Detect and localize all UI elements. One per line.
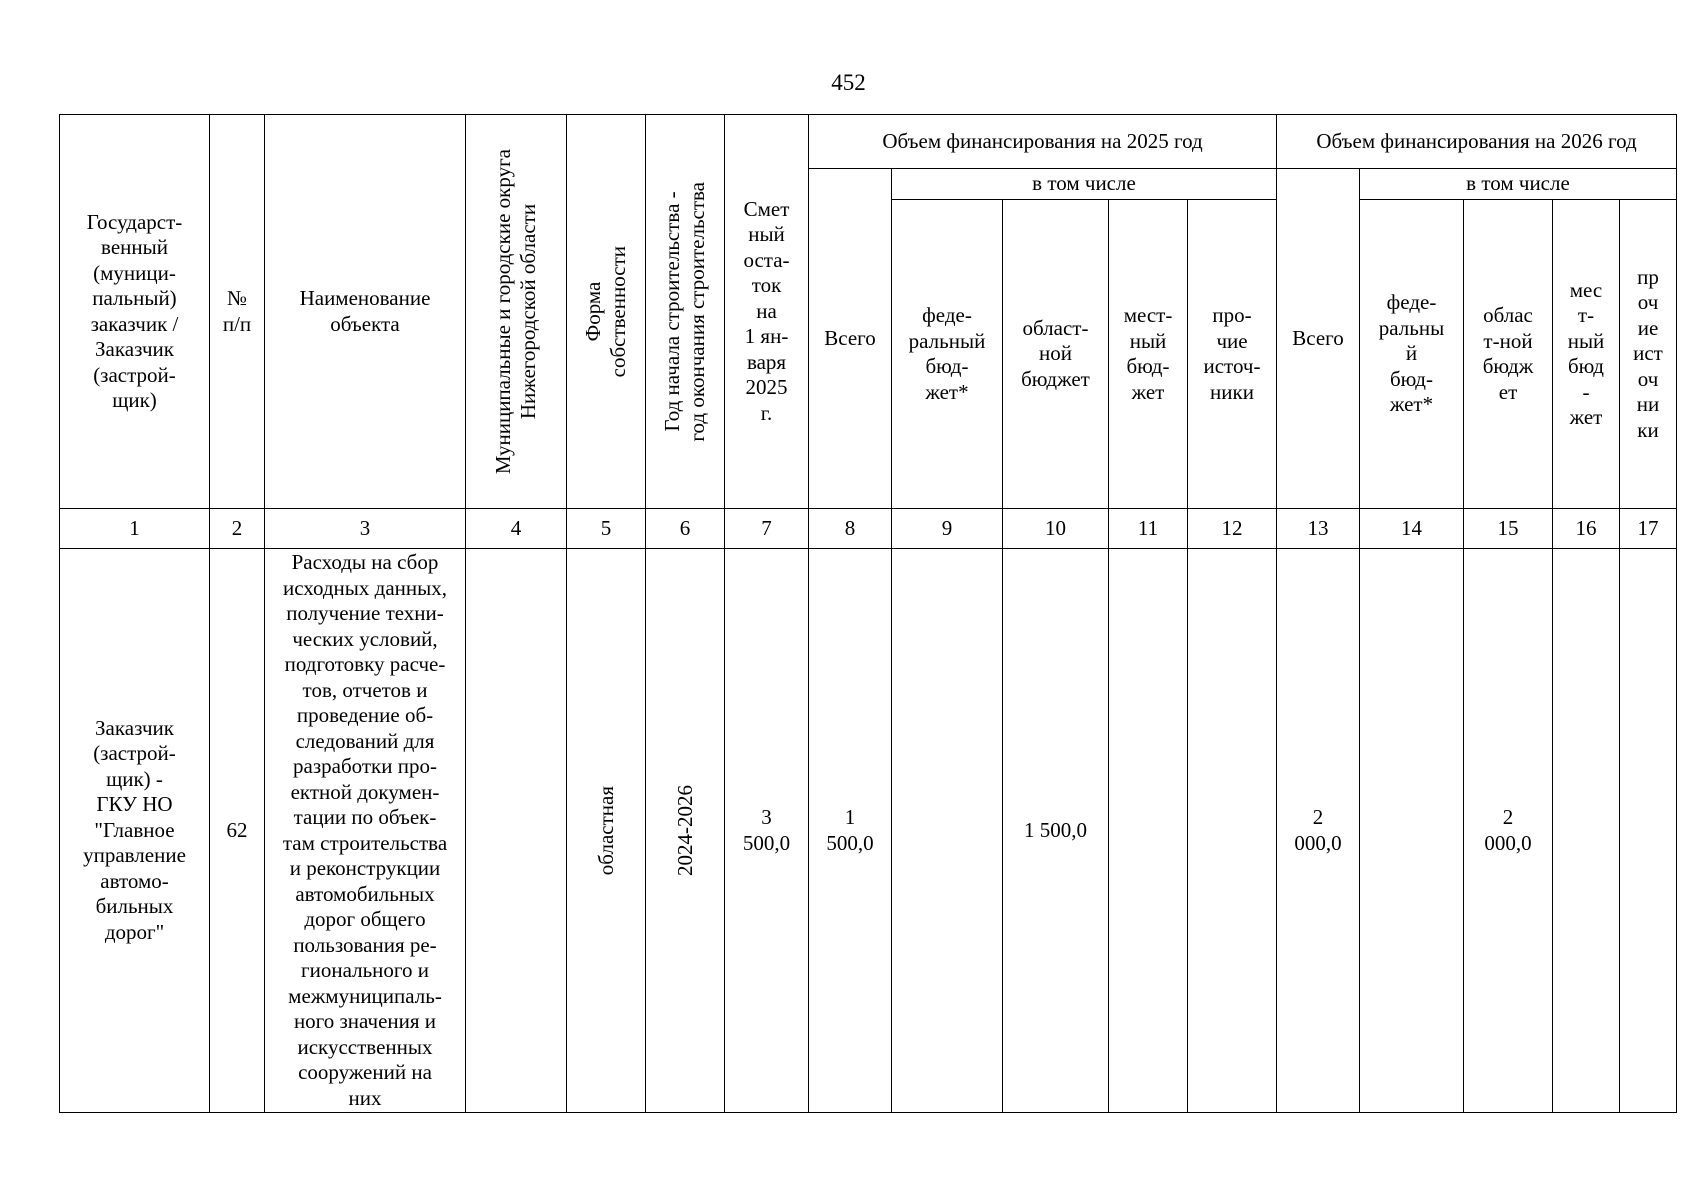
column-number: 10: [1003, 509, 1109, 549]
row-local-2025: [1109, 549, 1188, 1113]
row-local-2026: [1553, 549, 1620, 1113]
header-total-2026: Всего: [1277, 169, 1360, 509]
header-municipal-text: Муниципальные и городские округа Нижегородской области: [491, 148, 540, 475]
row-total-2026: 2 000,0: [1277, 549, 1360, 1113]
column-number-row: [60, 509, 1677, 549]
column-number: 7: [725, 509, 809, 549]
column-number: 17: [1620, 509, 1677, 549]
header-federal-2026: феде- ральны й бюд- жет*: [1360, 200, 1464, 509]
column-number: 12: [1188, 509, 1277, 549]
header-funding-2026: Объем финансирования на 2026 год: [1277, 115, 1677, 169]
header-municipal: [466, 115, 567, 509]
column-number: 15: [1464, 509, 1553, 549]
header-ownership: [567, 115, 646, 509]
row-other-2026: [1620, 549, 1677, 1113]
header-other-2026: пр оч ие ист оч ни ки: [1620, 200, 1677, 509]
column-number: 3: [265, 509, 466, 549]
row-regional-2026: 2 000,0: [1464, 549, 1553, 1113]
column-number: 5: [567, 509, 646, 549]
header-including-2025: в том числе: [892, 169, 1277, 200]
row-federal-2025: [892, 549, 1003, 1113]
header-object-name: Наименование объекта: [265, 115, 466, 509]
header-customer: Государст- венный (муници- пальный) заказчик / Заказчик (застрой- щик): [60, 115, 210, 509]
header-total-2025: Всего: [809, 169, 892, 509]
row-federal-2026: [1360, 549, 1464, 1113]
row-num: 62: [210, 549, 265, 1113]
column-number: 11: [1109, 509, 1188, 549]
row-object-name: Расходы на сбор исходных данных, получение техни- ческих условий, подготовку расче- тов, отчетов и проведение об- следований для разработки про- ектной докумен- тации по объек- там строительства и реконструкции автомобильных дорог общего пользования ре- гионального и межмуниципаль- ного значения и искусственных сооружений на них: [265, 549, 466, 1113]
column-number: 1: [60, 509, 210, 549]
header-num: № п/п: [210, 115, 265, 509]
row-regional-2025: 1 500,0: [1003, 549, 1109, 1113]
header-estimate-remaining: Смет ный оста- ток на 1 ян- варя 2025 г.: [725, 115, 809, 509]
header-local-2026: мес т- ный бюд - жет: [1553, 200, 1620, 509]
financing-table: [59, 114, 1677, 1113]
header-local-2025: мест- ный бюд- жет: [1109, 200, 1188, 509]
row-years: [646, 549, 725, 1113]
row-ownership-text: областная: [593, 785, 618, 876]
column-number: 9: [892, 509, 1003, 549]
header-regional-2025: област- ной бюджет: [1003, 200, 1109, 509]
header-regional-2026: облас т-ной бюдж ет: [1464, 200, 1553, 509]
header-ownership-text: Форма собственности: [581, 245, 630, 378]
row-ownership: [567, 549, 646, 1113]
header-funding-2025: Объем финансирования на 2025 год: [809, 115, 1277, 169]
column-number: 13: [1277, 509, 1360, 549]
header-federal-2025: феде- ральный бюд- жет*: [892, 200, 1003, 509]
table-row: [60, 549, 1677, 1113]
page-number: 452: [831, 70, 866, 95]
column-number: 4: [466, 509, 567, 549]
row-years-text: 2024-2026: [672, 785, 697, 876]
header-years: [646, 115, 725, 509]
column-number: 16: [1553, 509, 1620, 549]
column-number: 6: [646, 509, 725, 549]
header-other-2025: про- чие источ- ники: [1188, 200, 1277, 509]
header-years-text: Год начала строительства - год окончания строительства: [660, 181, 709, 442]
row-customer: Заказчик (застрой- щик) - ГКУ НО "Главное управление автомо- бильных дорог": [60, 549, 210, 1113]
column-number: 8: [809, 509, 892, 549]
row-municipal: [466, 549, 567, 1113]
row-estimate-remaining: 3 500,0: [725, 549, 809, 1113]
row-other-2025: [1188, 549, 1277, 1113]
header-including-2026: в том числе: [1360, 169, 1677, 200]
column-number: 2: [210, 509, 265, 549]
column-number: 14: [1360, 509, 1464, 549]
row-total-2025: 1 500,0: [809, 549, 892, 1113]
